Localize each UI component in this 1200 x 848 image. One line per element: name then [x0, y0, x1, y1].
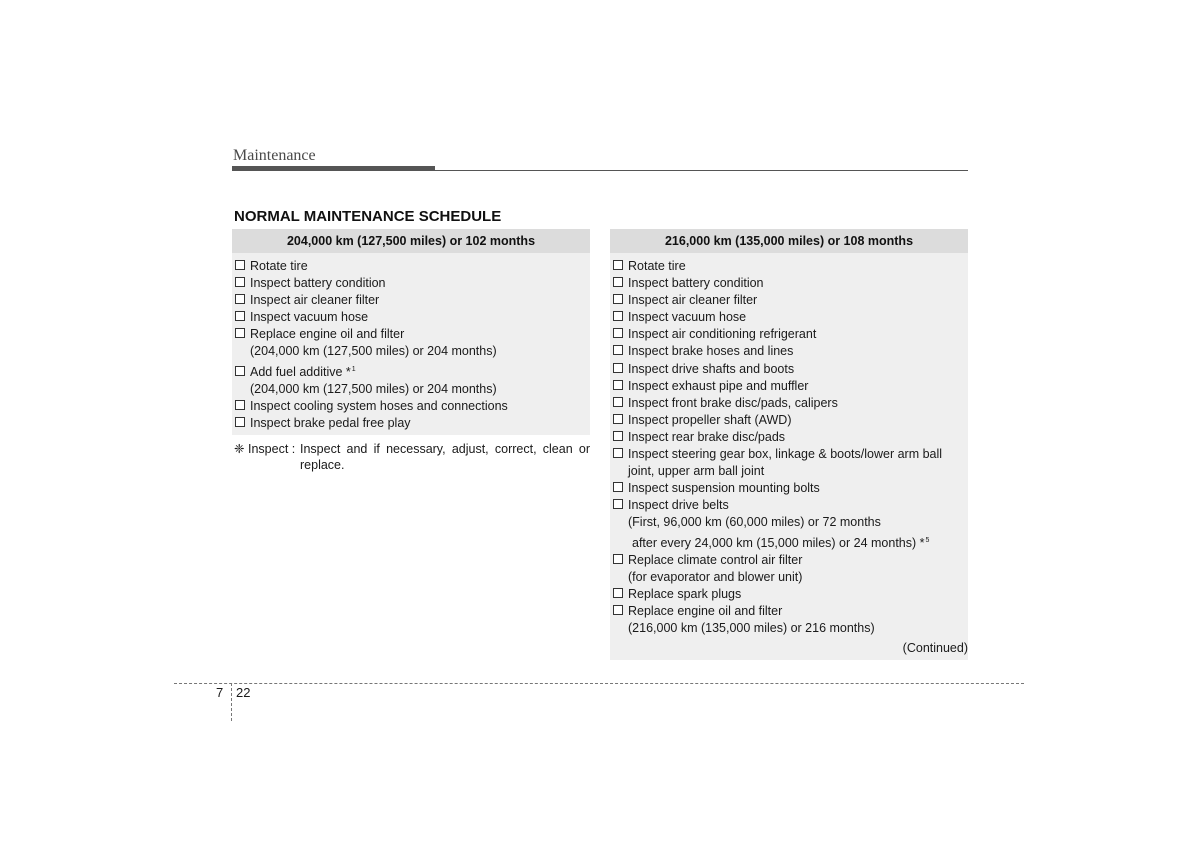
checkbox-icon [235, 366, 245, 376]
checkbox-icon [613, 311, 623, 321]
section-title: Maintenance [233, 147, 316, 164]
item-label: Replace climate control air filter [628, 552, 803, 567]
checkbox-icon [235, 311, 245, 321]
item-label: Inspect drive belts [628, 498, 729, 513]
item-label: Inspect battery condition [250, 276, 386, 291]
list-item [613, 552, 968, 569]
list-item [235, 415, 590, 432]
checkbox-icon [235, 260, 245, 270]
footnote-marker: 1 [351, 365, 356, 373]
inspect-note [234, 441, 590, 473]
list-item [613, 258, 968, 275]
note-symbol-icon: ❈ [234, 442, 245, 456]
continued-label: (Continued) [902, 641, 968, 655]
list-item [613, 361, 968, 378]
list-item [613, 326, 968, 343]
note-text: Inspect and if necessary, adjust, correct, clean or replace. [300, 442, 590, 472]
list-item [613, 378, 968, 395]
item-detail: (204,000 km (127,500 miles) or 204 months) [250, 381, 497, 396]
list-item [235, 275, 590, 292]
checkbox-icon [235, 328, 245, 338]
list-item [613, 292, 968, 309]
item-label: Add fuel additive * [250, 364, 351, 379]
list-item [235, 326, 590, 343]
schedule-box-right-title: 216,000 km (135,000 miles) or 108 months [610, 229, 968, 253]
item-label: Inspect brake hoses and lines [628, 344, 794, 359]
checkbox-icon [613, 499, 623, 509]
item-label: Inspect vacuum hose [250, 310, 369, 325]
list-item [613, 586, 968, 603]
checkbox-icon [235, 400, 245, 410]
item-detail [613, 532, 968, 552]
footnote-marker: 5 [925, 536, 930, 544]
item-label: Replace engine oil and filter [250, 327, 405, 342]
page-heading: NORMAL MAINTENANCE SCHEDULE [234, 208, 502, 225]
item-label: Inspect propeller shaft (AWD) [628, 412, 792, 427]
checkbox-icon [613, 260, 623, 270]
footer-vertical-rule [231, 683, 232, 721]
list-item [613, 343, 968, 360]
header-rule-thick [232, 166, 435, 171]
item-detail: (204,000 km (127,500 miles) or 204 months) [250, 344, 497, 359]
item-detail: (216,000 km (135,000 miles) or 216 months) [628, 620, 875, 635]
item-label: Inspect air cleaner filter [250, 293, 380, 308]
item-label: Replace spark plugs [628, 586, 742, 601]
item-detail-text: after every 24,000 km (15,000 miles) or 24 months) * [632, 535, 925, 550]
item-label: Inspect steering gear box, linkage & boots/lower arm ball [628, 447, 943, 462]
list-item [235, 292, 590, 309]
list-item [613, 412, 968, 429]
list-item [613, 480, 968, 497]
schedule-box-left-title: 204,000 km (127,500 miles) or 102 months [232, 229, 590, 253]
checkbox-icon [613, 345, 623, 355]
checkbox-icon [235, 417, 245, 427]
schedule-box-right [610, 229, 968, 660]
page-number: 22 [236, 685, 251, 700]
item-label: Inspect suspension mounting bolts [628, 481, 820, 496]
checkbox-icon [613, 380, 623, 390]
checkbox-icon [613, 448, 623, 458]
item-label: Inspect brake pedal free play [250, 415, 411, 430]
item-label: Inspect battery condition [628, 276, 764, 291]
item-label: Rotate tire [628, 259, 686, 273]
schedule-list-right [610, 253, 968, 645]
list-item [613, 309, 968, 326]
header-rule-thin [435, 170, 968, 171]
checkbox-icon [613, 482, 623, 492]
checkbox-icon [613, 605, 623, 615]
item-detail: (for evaporator and blower unit) [628, 569, 803, 584]
checkbox-icon [613, 363, 623, 373]
item-label: Inspect front brake disc/pads, calipers [628, 395, 838, 410]
schedule-box-left [232, 229, 590, 435]
list-item [235, 398, 590, 415]
item-label: Inspect rear brake disc/pads [628, 429, 786, 444]
item-label: Inspect vacuum hose [628, 310, 747, 325]
list-item [613, 497, 968, 514]
item-label: Replace engine oil and filter [628, 603, 783, 618]
list-item [613, 603, 968, 620]
item-detail: (First, 96,000 km (60,000 miles) or 72 months [628, 515, 881, 530]
item-label: Inspect exhaust pipe and muffler [628, 378, 809, 393]
item-label: Rotate tire [250, 259, 308, 273]
checkbox-icon [235, 294, 245, 304]
list-item [613, 275, 968, 292]
checkbox-icon [613, 397, 623, 407]
item-label: Inspect cooling system hoses and connections [250, 398, 508, 413]
checkbox-icon [613, 328, 623, 338]
item-detail: joint, upper arm ball joint [628, 464, 765, 479]
list-item [235, 309, 590, 326]
checkbox-icon [613, 554, 623, 564]
item-label: Inspect air conditioning refrigerant [628, 327, 817, 342]
item-label: Inspect drive shafts and boots [628, 361, 795, 376]
checkbox-icon [613, 294, 623, 304]
list-item [613, 446, 968, 463]
chapter-number: 7 [216, 685, 224, 700]
list-item [613, 429, 968, 446]
list-item [235, 258, 590, 275]
checkbox-icon [613, 277, 623, 287]
list-item [235, 361, 590, 381]
list-item [613, 395, 968, 412]
item-label: Inspect air cleaner filter [628, 293, 758, 308]
checkbox-icon [235, 277, 245, 287]
checkbox-icon [613, 414, 623, 424]
checkbox-icon [613, 588, 623, 598]
checkbox-icon [613, 431, 623, 441]
schedule-list-left [232, 253, 590, 440]
note-label: Inspect : [248, 442, 296, 456]
footer-dashed-rule [174, 683, 1024, 684]
